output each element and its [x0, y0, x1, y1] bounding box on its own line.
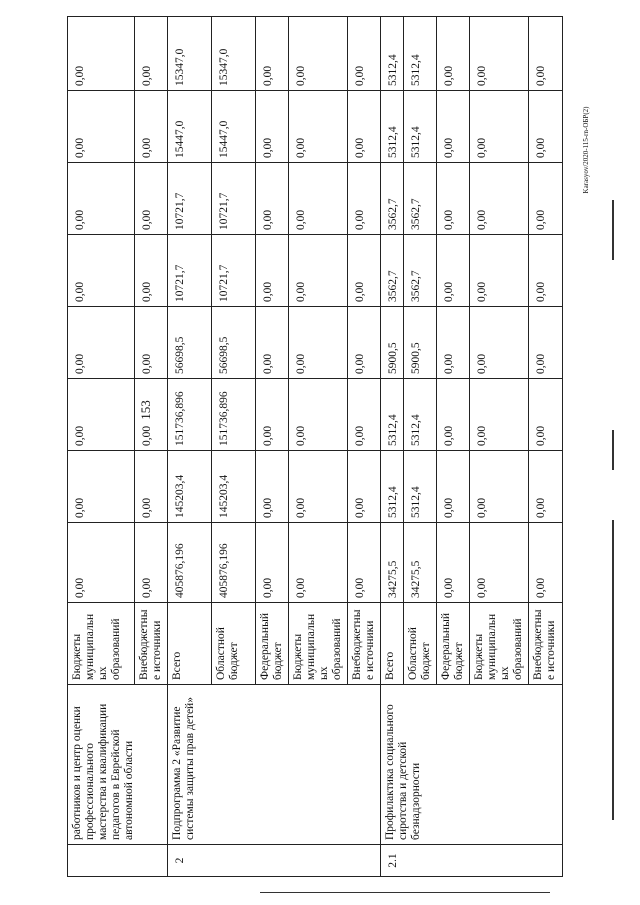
amount-cell: 0,00 — [256, 235, 289, 307]
amount-cell: 0,00 — [68, 235, 135, 307]
amount-cell: 0,00 — [135, 523, 168, 603]
amount-cell: 15347,0 — [168, 17, 212, 91]
amount-cell: 0,00 — [135, 163, 168, 235]
amount-cell: 405876,196 — [212, 523, 256, 603]
amount-cell: 0,00 — [470, 523, 529, 603]
amount-cell: 0,00 — [68, 523, 135, 603]
amount-cell: 0,00 — [135, 235, 168, 307]
right-edge-mark — [612, 520, 614, 820]
amount-cell: 3562,7 — [404, 163, 437, 235]
table-row — [168, 17, 212, 877]
funding-source-cell: Федеральный бюджет — [256, 603, 289, 685]
amount-cell: 5312,4 — [381, 379, 404, 451]
row-index-cell: 2.1 — [381, 845, 563, 877]
amount-cell: 0,00 — [289, 163, 348, 235]
amount-cell: 0,00 — [470, 17, 529, 91]
rotated-table-wrapper — [67, 19, 557, 877]
funding-source-cell: Внебюджетные источники — [529, 603, 563, 685]
amount-cell: 0,00 — [289, 523, 348, 603]
program-name-cell: работников и центр оценки профессионального мастерства и квалификации педагогов в Еврейской автономной области — [68, 685, 168, 845]
amount-cell: 3562,7 — [381, 163, 404, 235]
amount-cell: 10721,7 — [168, 235, 212, 307]
table-row — [68, 17, 135, 877]
amount-cell: 10721,7 — [168, 163, 212, 235]
amount-cell: 0,00 — [529, 235, 563, 307]
amount-cell: 0,00 — [529, 91, 563, 163]
row-index-cell — [68, 845, 168, 877]
funding-source-cell: Всего — [168, 603, 212, 685]
amount-cell: 0,00 — [470, 163, 529, 235]
amount-cell: 0,00 — [256, 451, 289, 523]
amount-cell: 0,00 — [437, 163, 470, 235]
funding-source-cell: Внебюджетные источники — [135, 603, 168, 685]
amount-cell: 145203,4 — [168, 451, 212, 523]
amount-cell: 0,00 — [348, 523, 381, 603]
amount-cell: 0,00 — [529, 379, 563, 451]
funding-source-cell: Всего — [381, 603, 404, 685]
amount-cell: 5312,4 — [404, 91, 437, 163]
amount-cell: 0,00 — [348, 163, 381, 235]
page-number: 153 — [138, 400, 153, 420]
amount-cell: 10721,7 — [212, 235, 256, 307]
amount-cell: 0,00 — [68, 91, 135, 163]
amount-cell: 0,00 — [529, 523, 563, 603]
amount-cell: 405876,196 — [168, 523, 212, 603]
program-name-cell: Профилактика социального сиротства и детской безнадзорности — [381, 685, 563, 845]
amount-cell: 0,00 — [437, 523, 470, 603]
right-edge-mark — [612, 200, 614, 260]
amount-cell: 151736,896 — [168, 379, 212, 451]
amount-cell: 0,00 — [348, 235, 381, 307]
amount-cell: 0,00 — [289, 379, 348, 451]
amount-cell: 0,00 — [529, 451, 563, 523]
amount-cell: 0,00 — [529, 163, 563, 235]
table-row — [381, 17, 404, 877]
amount-cell: 15447,0 — [168, 91, 212, 163]
amount-cell: 5312,4 — [404, 17, 437, 91]
amount-cell: 5312,4 — [404, 451, 437, 523]
amount-cell: 0,00 — [289, 91, 348, 163]
funding-source-cell: Областной бюджет — [212, 603, 256, 685]
amount-cell: 0,00 — [348, 91, 381, 163]
amount-cell: 0,00 — [256, 523, 289, 603]
row-index-cell: 2 — [168, 845, 381, 877]
funding-source-cell: Бюджеты муниципальных образований — [68, 603, 135, 685]
amount-cell: 0,00 — [289, 235, 348, 307]
amount-cell: 10721,7 — [212, 163, 256, 235]
program-name-cell: Подпрограмма 2 «Развитие системы защиты прав детей» — [168, 685, 381, 845]
amount-cell: 0,00 — [256, 379, 289, 451]
budget-table — [67, 16, 563, 877]
amount-cell: 151736,896 — [212, 379, 256, 451]
bottom-edge-line — [260, 892, 550, 893]
amount-cell: 5312,4 — [381, 451, 404, 523]
amount-cell: 0,00 — [437, 91, 470, 163]
amount-cell: 0,00 — [289, 17, 348, 91]
amount-cell: 0,00 — [256, 307, 289, 379]
amount-cell: 145203,4 — [212, 451, 256, 523]
funding-source-cell: Федеральный бюджет — [437, 603, 470, 685]
amount-cell: 56698,5 — [168, 307, 212, 379]
amount-cell: 0,00 — [437, 451, 470, 523]
amount-cell: 0,00 — [437, 17, 470, 91]
amount-cell: 0,00 — [437, 379, 470, 451]
amount-cell: 0,00 — [529, 307, 563, 379]
amount-cell: 3562,7 — [381, 235, 404, 307]
table-body — [68, 17, 563, 877]
amount-cell: 0,00 — [289, 307, 348, 379]
amount-cell: 0,00 — [256, 163, 289, 235]
amount-cell: 0,00 — [437, 307, 470, 379]
amount-cell: 0,00 — [135, 451, 168, 523]
amount-cell: 0,00 — [135, 307, 168, 379]
amount-cell: 5900,5 — [404, 307, 437, 379]
amount-cell: 0,00 — [135, 17, 168, 91]
amount-cell: 0,00 — [68, 163, 135, 235]
funding-source-cell: Бюджеты муниципальных образований — [289, 603, 348, 685]
amount-cell: 5312,4 — [381, 17, 404, 91]
footer-code: Karasyov/2020-115-rn-OБР(2) — [582, 106, 590, 194]
funding-source-cell: Бюджеты муниципальных образований — [470, 603, 529, 685]
amount-cell: 0,00 — [470, 307, 529, 379]
right-edge-mark — [612, 430, 614, 470]
amount-cell: 0,00 — [348, 379, 381, 451]
amount-cell: 0,00 — [470, 235, 529, 307]
amount-cell: 3562,7 — [404, 235, 437, 307]
funding-source-cell: Областной бюджет — [404, 603, 437, 685]
amount-cell: 5312,4 — [404, 379, 437, 451]
amount-cell: 56698,5 — [212, 307, 256, 379]
amount-cell: 0,00 — [470, 451, 529, 523]
funding-source-cell: Внебюджетные источники — [348, 603, 381, 685]
amount-cell: 15347,0 — [212, 17, 256, 91]
amount-cell: 0,00 — [348, 451, 381, 523]
amount-cell: 0,00 — [289, 451, 348, 523]
amount-cell: 0,00 — [135, 379, 168, 451]
amount-cell: 5900,5 — [381, 307, 404, 379]
amount-cell: 0,00 — [348, 307, 381, 379]
amount-cell: 5312,4 — [381, 91, 404, 163]
amount-cell: 0,00 — [470, 379, 529, 451]
amount-cell: 0,00 — [470, 91, 529, 163]
amount-cell: 0,00 — [68, 379, 135, 451]
amount-cell: 0,00 — [68, 307, 135, 379]
amount-cell: 0,00 — [256, 17, 289, 91]
amount-cell: 0,00 — [135, 91, 168, 163]
amount-cell: 15447,0 — [212, 91, 256, 163]
amount-cell: 0,00 — [348, 17, 381, 91]
amount-cell: 34275,5 — [404, 523, 437, 603]
amount-cell: 0,00 — [68, 451, 135, 523]
amount-cell: 0,00 — [256, 91, 289, 163]
amount-cell: 34275,5 — [381, 523, 404, 603]
amount-cell: 0,00 — [68, 17, 135, 91]
amount-cell: 0,00 — [529, 17, 563, 91]
amount-cell: 0,00 — [437, 235, 470, 307]
